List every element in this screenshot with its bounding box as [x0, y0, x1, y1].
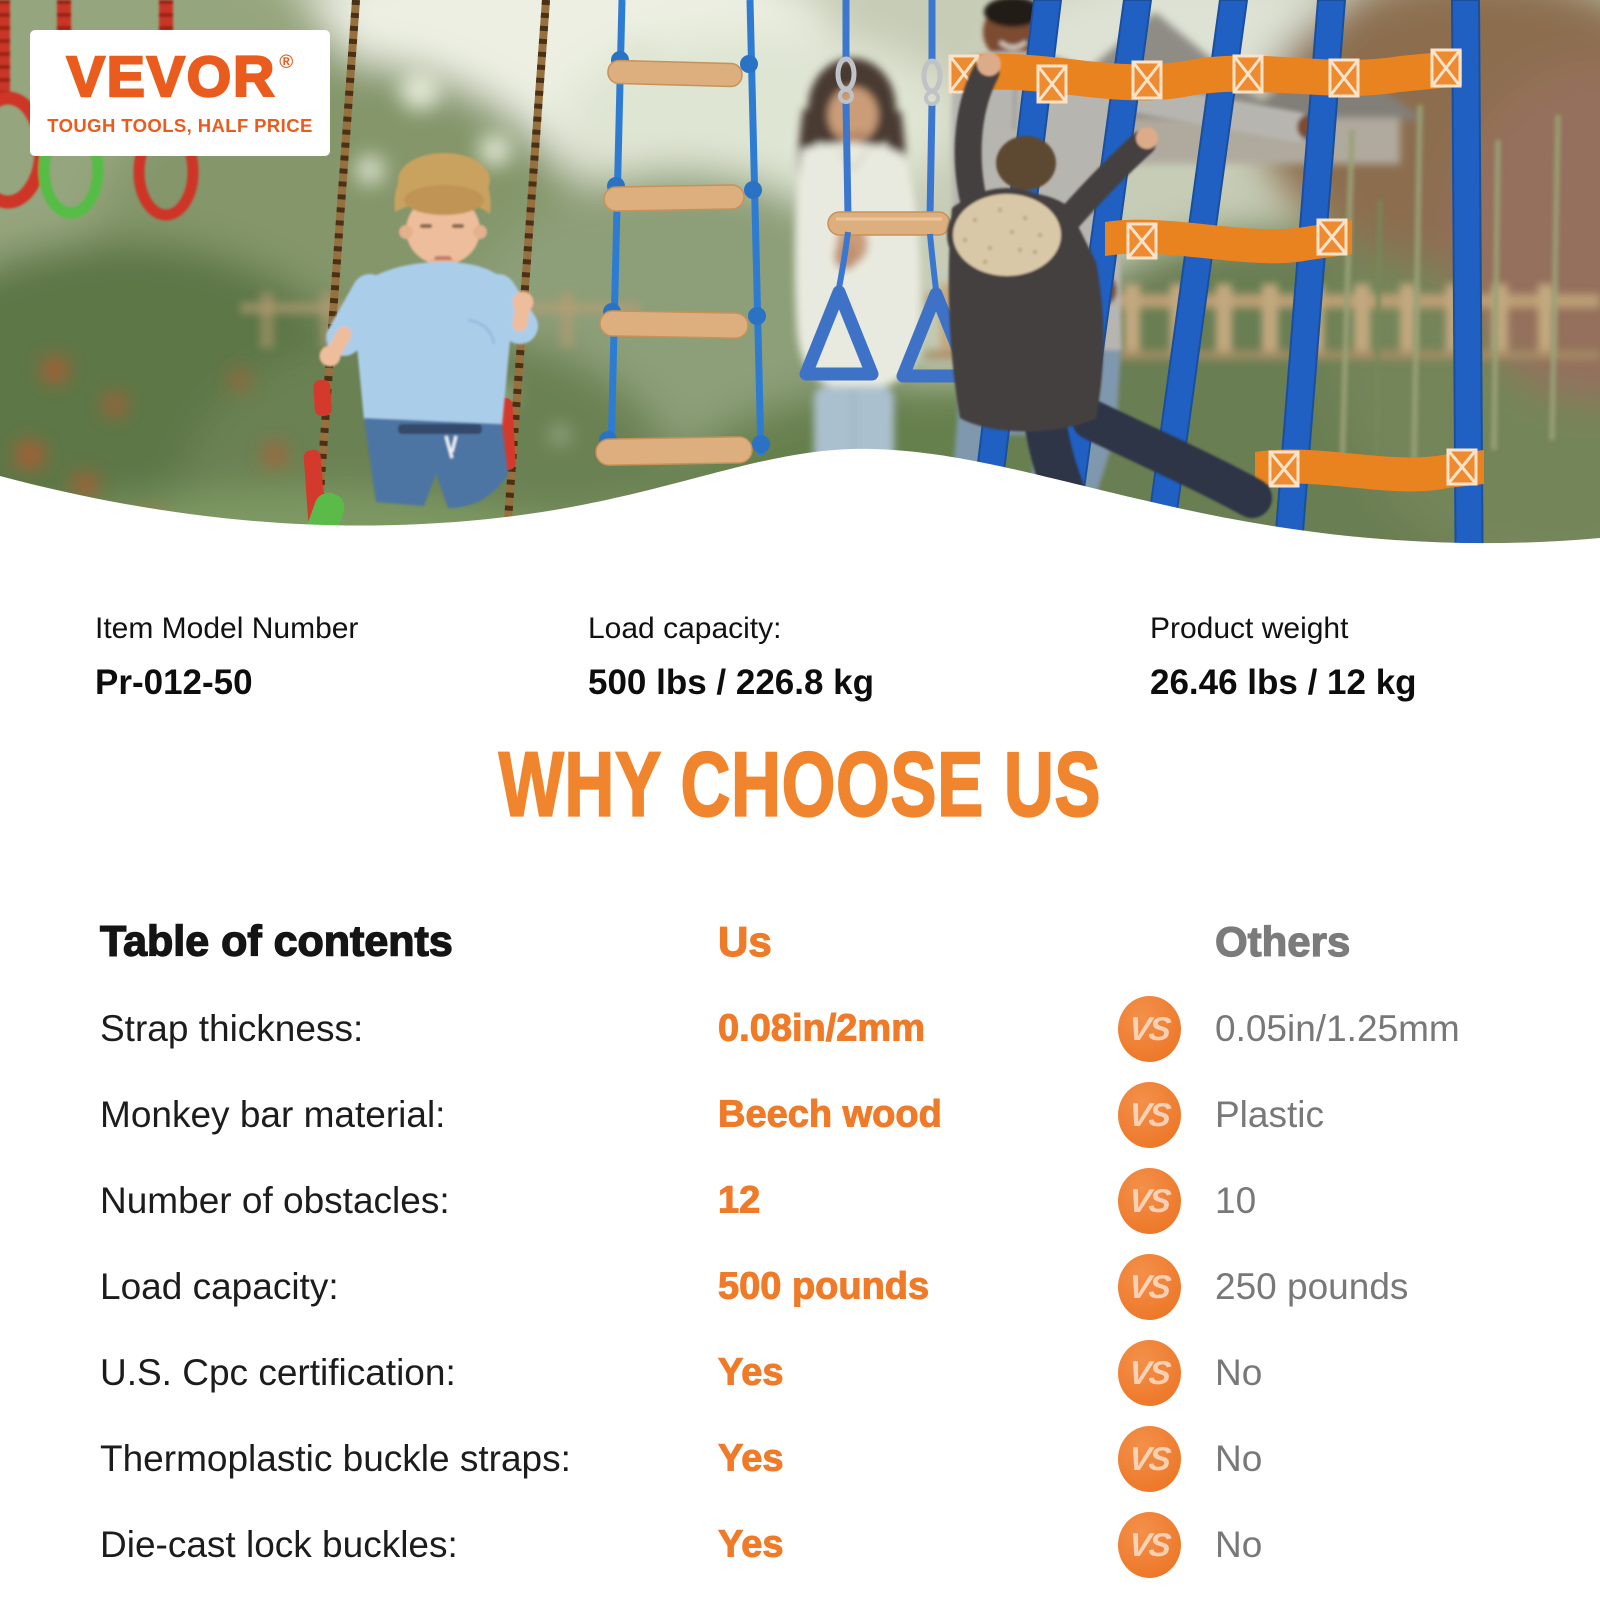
- row-others-value: 250 pounds: [1215, 1266, 1409, 1307]
- row-feature: Monkey bar material:: [100, 1094, 446, 1135]
- row-us-value: 12: [718, 1179, 761, 1222]
- vs-label: VS: [1127, 1096, 1172, 1133]
- row-feature: Thermoplastic buckle straps:: [100, 1438, 571, 1479]
- row-feature: U.S. Cpc certification:: [100, 1352, 456, 1393]
- spec-load-capacity: [588, 612, 874, 703]
- registered-mark-icon: ®: [279, 52, 294, 73]
- vs-badge-icon: [1118, 1512, 1181, 1578]
- vevor-logo-card: [30, 30, 330, 156]
- row-others-value: No: [1215, 1524, 1263, 1565]
- row-feature: Load capacity:: [100, 1266, 339, 1307]
- vs-badge-icon: [1118, 1340, 1181, 1406]
- vevor-logo: [66, 45, 294, 109]
- row-us-value: Yes: [718, 1437, 784, 1480]
- row-us-value: 500 pounds: [718, 1265, 930, 1308]
- row-feature: Strap thickness:: [100, 1008, 364, 1049]
- vs-label: VS: [1127, 1526, 1172, 1563]
- spec-strip: [0, 612, 1600, 722]
- vevor-tagline: TOUGH TOOLS, HALF PRICE: [47, 115, 313, 136]
- row-feature: Number of obstacles:: [100, 1180, 450, 1221]
- spec-value: Pr-012-50: [95, 663, 253, 702]
- table-row: [100, 1502, 1540, 1588]
- hero-photo: [0, 0, 1600, 620]
- table-row: [100, 1416, 1540, 1502]
- spec-label: Item Model Number: [95, 612, 359, 645]
- table-row: [100, 1330, 1540, 1416]
- spec-model-number: [95, 612, 358, 703]
- spec-value: 500 lbs / 226.8 kg: [588, 663, 875, 702]
- spec-label: Load capacity:: [588, 612, 782, 645]
- spec-product-weight: [1150, 612, 1417, 703]
- vs-label: VS: [1127, 1010, 1172, 1047]
- vs-badge-icon: [1118, 1254, 1181, 1320]
- row-feature: Die-cast lock buckles:: [100, 1524, 458, 1565]
- vs-label: VS: [1127, 1182, 1172, 1219]
- row-us-value: Yes: [718, 1351, 784, 1394]
- comparison-header-row: [100, 898, 1540, 986]
- header-feature: Table of contents: [100, 917, 453, 966]
- vevor-logo-text: VEVOR: [66, 45, 277, 109]
- row-others-value: 0.05in/1.25mm: [1215, 1008, 1460, 1049]
- row-others-value: No: [1215, 1438, 1263, 1479]
- row-us-value: Beech wood: [718, 1093, 942, 1136]
- vs-badge-icon: [1118, 996, 1181, 1062]
- row-others-value: No: [1215, 1352, 1263, 1393]
- table-row: [100, 1244, 1540, 1330]
- spec-label: Product weight: [1150, 612, 1349, 645]
- row-others-value: 10: [1215, 1180, 1257, 1221]
- header-others: Others: [1215, 918, 1351, 965]
- vs-label: VS: [1127, 1268, 1172, 1305]
- vs-label: VS: [1127, 1354, 1172, 1391]
- vs-badge-icon: [1118, 1082, 1181, 1148]
- table-row: [100, 1072, 1540, 1158]
- section-title: WHY CHOOSE US: [498, 733, 1102, 835]
- row-us-value: Yes: [718, 1523, 784, 1566]
- header-us: Us: [718, 918, 772, 965]
- row-others-value: Plastic: [1215, 1094, 1324, 1135]
- spec-value: 26.46 lbs / 12 kg: [1150, 663, 1417, 702]
- row-us-value: 0.08in/2mm: [718, 1007, 925, 1050]
- vs-badge-icon: [1118, 1168, 1181, 1234]
- table-row: [100, 1158, 1540, 1244]
- table-row: [100, 986, 1540, 1072]
- comparison-table: [100, 898, 1540, 1588]
- vs-label: VS: [1127, 1440, 1172, 1477]
- vs-badge-icon: [1118, 1426, 1181, 1492]
